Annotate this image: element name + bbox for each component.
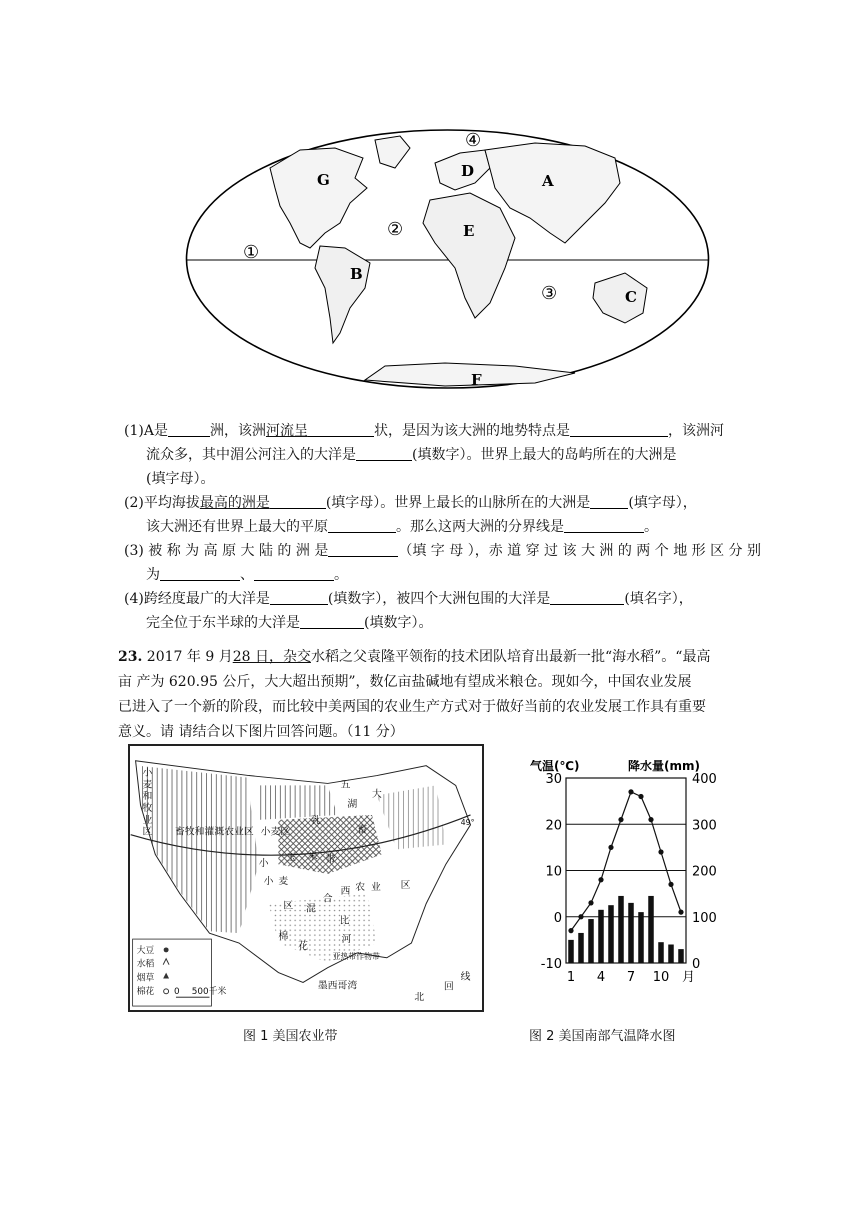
precip-bar [678, 949, 684, 963]
temperature-point [668, 882, 673, 887]
y-right-title: 降水量(mm) [628, 760, 700, 773]
q22-text: 为 [146, 567, 160, 583]
continent-label-b: B [350, 265, 363, 283]
precip-bar [658, 942, 664, 963]
climate-chart [528, 760, 728, 992]
world-map-figure [185, 128, 710, 390]
temperature-point [588, 900, 593, 905]
label-cotton2: 花 [298, 940, 308, 952]
label-mixed3: 西 [340, 885, 351, 897]
precip-bar [668, 945, 674, 964]
y-left-tick: 30 [545, 772, 562, 787]
y-right-tick: 0 [692, 957, 701, 972]
answer-blank[interactable] [570, 422, 668, 437]
label-side2: 麦 [142, 779, 153, 791]
label-mixed5: 业 [371, 881, 381, 893]
temperature-line [571, 792, 681, 931]
ocean-marker-1: ① [243, 242, 260, 263]
scale-text: 500千米 [191, 987, 227, 998]
precip-bar [578, 933, 584, 963]
answer-blank[interactable] [564, 518, 644, 533]
answer-blank[interactable] [356, 446, 412, 461]
temperature-point [628, 789, 633, 794]
continent-label-e: E [463, 222, 475, 240]
label-cotton3: 比 [339, 915, 350, 927]
precip-bar [608, 905, 614, 963]
label-mixed6: 区 [400, 879, 411, 891]
temperature-point [568, 928, 573, 933]
label-subtropic: 亚热带作物带 [332, 951, 380, 961]
y-right-tick: 100 [692, 910, 717, 926]
label-side1: 小 [142, 767, 153, 779]
y-right-tick: 300 [692, 818, 717, 834]
label-corn4: 带 [325, 854, 336, 866]
legend-tobacco: 烟草 [136, 973, 155, 984]
q22-item2-line1 [124, 493, 697, 513]
answer-blank[interactable] [590, 494, 628, 509]
label-ranching: 畜牧和灌溉农业区 [174, 826, 254, 838]
precip-bar [638, 912, 644, 963]
continent-label-g: G [317, 171, 330, 189]
temperature-point [648, 817, 653, 822]
precip-bar [618, 896, 624, 963]
precip-bar [568, 940, 574, 963]
label-side5: 业 [142, 814, 153, 826]
q22-text: (3) 被 称 为 高 原 大 陆 的 洲 是 [124, 543, 329, 559]
label-latitude: 49° [460, 817, 475, 827]
y-left-tick: 20 [545, 818, 562, 834]
q22-text: 。 [644, 519, 658, 535]
temperature-point [608, 845, 613, 850]
scale-zero: 0 [174, 987, 180, 998]
q22-text: 河流呈 [265, 423, 308, 439]
q22-text: （填 字 母 ），赤 道 穿 过 该 大 洲 的 两 个 地 形 区 分 别 [398, 543, 761, 559]
answer-blank[interactable] [168, 422, 210, 437]
y-left-title: 气温(℃) [530, 760, 580, 773]
map-legend [133, 939, 227, 1006]
q22-text: 。 [334, 567, 348, 583]
precip-bar [628, 903, 634, 963]
continent-label-f: F [471, 371, 482, 389]
figure2-caption: 图 2 美国南部气温降水图 [529, 1029, 676, 1044]
label-side4: 牧 [142, 803, 153, 815]
q22-text: (填数字）。世界上最大的岛屿所在的大洲是 [412, 447, 677, 463]
temperature-point [618, 817, 623, 822]
label-side6: 区 [142, 826, 153, 838]
label-tropic: 北 [414, 992, 425, 1004]
y-right-tick: 400 [692, 772, 717, 787]
q22-text: (填数字），被四个大洲包围的大洋是 [327, 591, 551, 607]
label-top2: 大 [372, 789, 382, 801]
continent-label-d: D [461, 162, 475, 180]
temperature-point [638, 794, 643, 799]
continent-label-c: C [625, 288, 637, 306]
label-dairy: 乳 [310, 814, 321, 826]
label-wheat-north: 小麦区 [260, 826, 291, 838]
q22-item3-line1 [124, 541, 761, 561]
precip-bar [648, 896, 654, 963]
label-tropic2: 回 [443, 981, 454, 993]
answer-blank[interactable] [160, 566, 240, 581]
label-mixed1: 混 [306, 903, 316, 915]
q22-text: 流众多，其中湄公河注入的大洋是 [146, 447, 356, 463]
temperature-point [678, 910, 683, 915]
temperature-point [598, 877, 603, 882]
answer-blank[interactable] [328, 542, 398, 557]
q23-line1 [118, 645, 758, 670]
q23-line4: 意义。请 请结合以下图片回答问题。（11 分） [118, 724, 404, 740]
y-left-tick: 0 [553, 910, 562, 926]
x-tick: 7 [626, 970, 636, 985]
question-number: 23. [118, 649, 143, 665]
answer-blank[interactable] [270, 590, 328, 605]
q22-item3-line2 [146, 565, 348, 585]
label-gulf: 墨西哥湾 [317, 980, 358, 992]
label-side3: 和 [142, 791, 153, 803]
y-left-tick: 10 [545, 864, 562, 880]
label-dairy2: 畜 [357, 824, 368, 836]
y-right-tick: 200 [692, 864, 717, 880]
north-hatch [259, 785, 338, 819]
x-tick: 1 [566, 970, 576, 985]
q22-text: ，该洲河 [667, 423, 724, 439]
y-left-tick: -10 [540, 957, 562, 972]
q23-text: 2017 年 9 月 [142, 649, 233, 665]
q22-text: 洲，该洲 [209, 423, 266, 439]
q23-text: 水稻之父袁隆平领衔的技术团队培育出最新一批“海水稻”。“最高 [310, 649, 711, 665]
continent-label-a: A [542, 172, 554, 190]
q22-text: 完全位于东半球的大洋是 [146, 615, 300, 631]
q22-text: (2)平均海拔 [124, 495, 200, 511]
q22-item2-line2 [146, 517, 658, 537]
q22-item1-line3 [146, 469, 214, 489]
label-cotton4: 河 [341, 934, 352, 946]
label-tropic3: 线 [460, 971, 471, 983]
temperature-point [578, 914, 583, 919]
precip-bar [588, 919, 594, 963]
label-corn1: 小 [258, 858, 269, 870]
q22-item1-line2 [146, 445, 676, 465]
legend-cotton: 棉花 [136, 987, 155, 998]
label-mixed4: 农 [355, 881, 366, 893]
answer-blank[interactable] [254, 566, 334, 581]
legend-soybean: 大豆 [136, 945, 155, 956]
label-top1: 五 [340, 779, 351, 791]
answer-blank[interactable] [308, 422, 374, 437]
q22-text: (4)跨经度最广的大洋是 [124, 591, 270, 607]
q22-text: 最高的洲是 [199, 495, 270, 511]
q22-text: 该大洲还有世界上最大的平原 [146, 519, 328, 535]
label-wheat-s1: 小 [263, 875, 274, 887]
ocean-marker-3: ③ [541, 283, 558, 304]
q23-line3: 已进入了一个新的阶段，而比较中美两国的农业生产方式对于做好当前的农业发展工作具有重要 [118, 699, 706, 715]
label-corn2: 玉 [286, 852, 297, 864]
q22-text: (1)A是 [124, 423, 168, 439]
q22-item1-line1 [124, 421, 724, 441]
q22-text: (填名字）， [624, 591, 693, 607]
label-cotton1: 棉 [278, 931, 289, 943]
q22-text: (填字母）， [628, 495, 697, 511]
label-wheat-s3: 区 [283, 900, 294, 912]
label-top3: 湖 [347, 799, 358, 811]
q22-text: (填字母）。 [146, 471, 215, 487]
x-tick: 10 [652, 970, 670, 985]
q22-item4-line1 [124, 589, 693, 609]
q22-text: 状，是因为该大洲的地势特点是 [373, 423, 570, 439]
label-mixed2: 合 [322, 893, 333, 905]
us-agriculture-map [128, 744, 484, 1012]
temperature-point [658, 849, 663, 854]
ocean-marker-4: ④ [465, 130, 482, 151]
answer-blank[interactable] [300, 614, 364, 629]
label-corn3: 米 [307, 851, 318, 863]
soybean-icon [164, 947, 169, 952]
q22-text: (填数字）。 [364, 615, 433, 631]
figure1-caption: 图 1 美国农业带 [243, 1029, 338, 1044]
x-tick: 4 [596, 970, 606, 985]
legend-rice: 水稻 [136, 959, 155, 970]
q22-text: 。那么这两大洲的分界线是 [396, 519, 564, 535]
ocean-marker-2: ② [387, 219, 404, 240]
answer-blank[interactable] [550, 590, 624, 605]
answer-blank[interactable] [270, 494, 326, 509]
q23-line2: 亩 产为 620.95 公斤，大大超出预期”，数亿亩盐碱地有望成米粮仓。现如今，中国农业发展 [118, 674, 692, 690]
q22-item4-line2 [146, 613, 432, 633]
label-wheat-s2: 麦 [278, 875, 289, 887]
q22-text: (填字母）。世界上最长的山脉所在的大洲是 [325, 495, 591, 511]
q23-paragraph [118, 645, 758, 745]
x-unit: 月 [682, 970, 696, 985]
precip-bar [598, 910, 604, 963]
q23-text: 28 日，杂交 [232, 649, 311, 665]
q22-text: 、 [240, 567, 254, 583]
answer-blank[interactable] [328, 518, 396, 533]
